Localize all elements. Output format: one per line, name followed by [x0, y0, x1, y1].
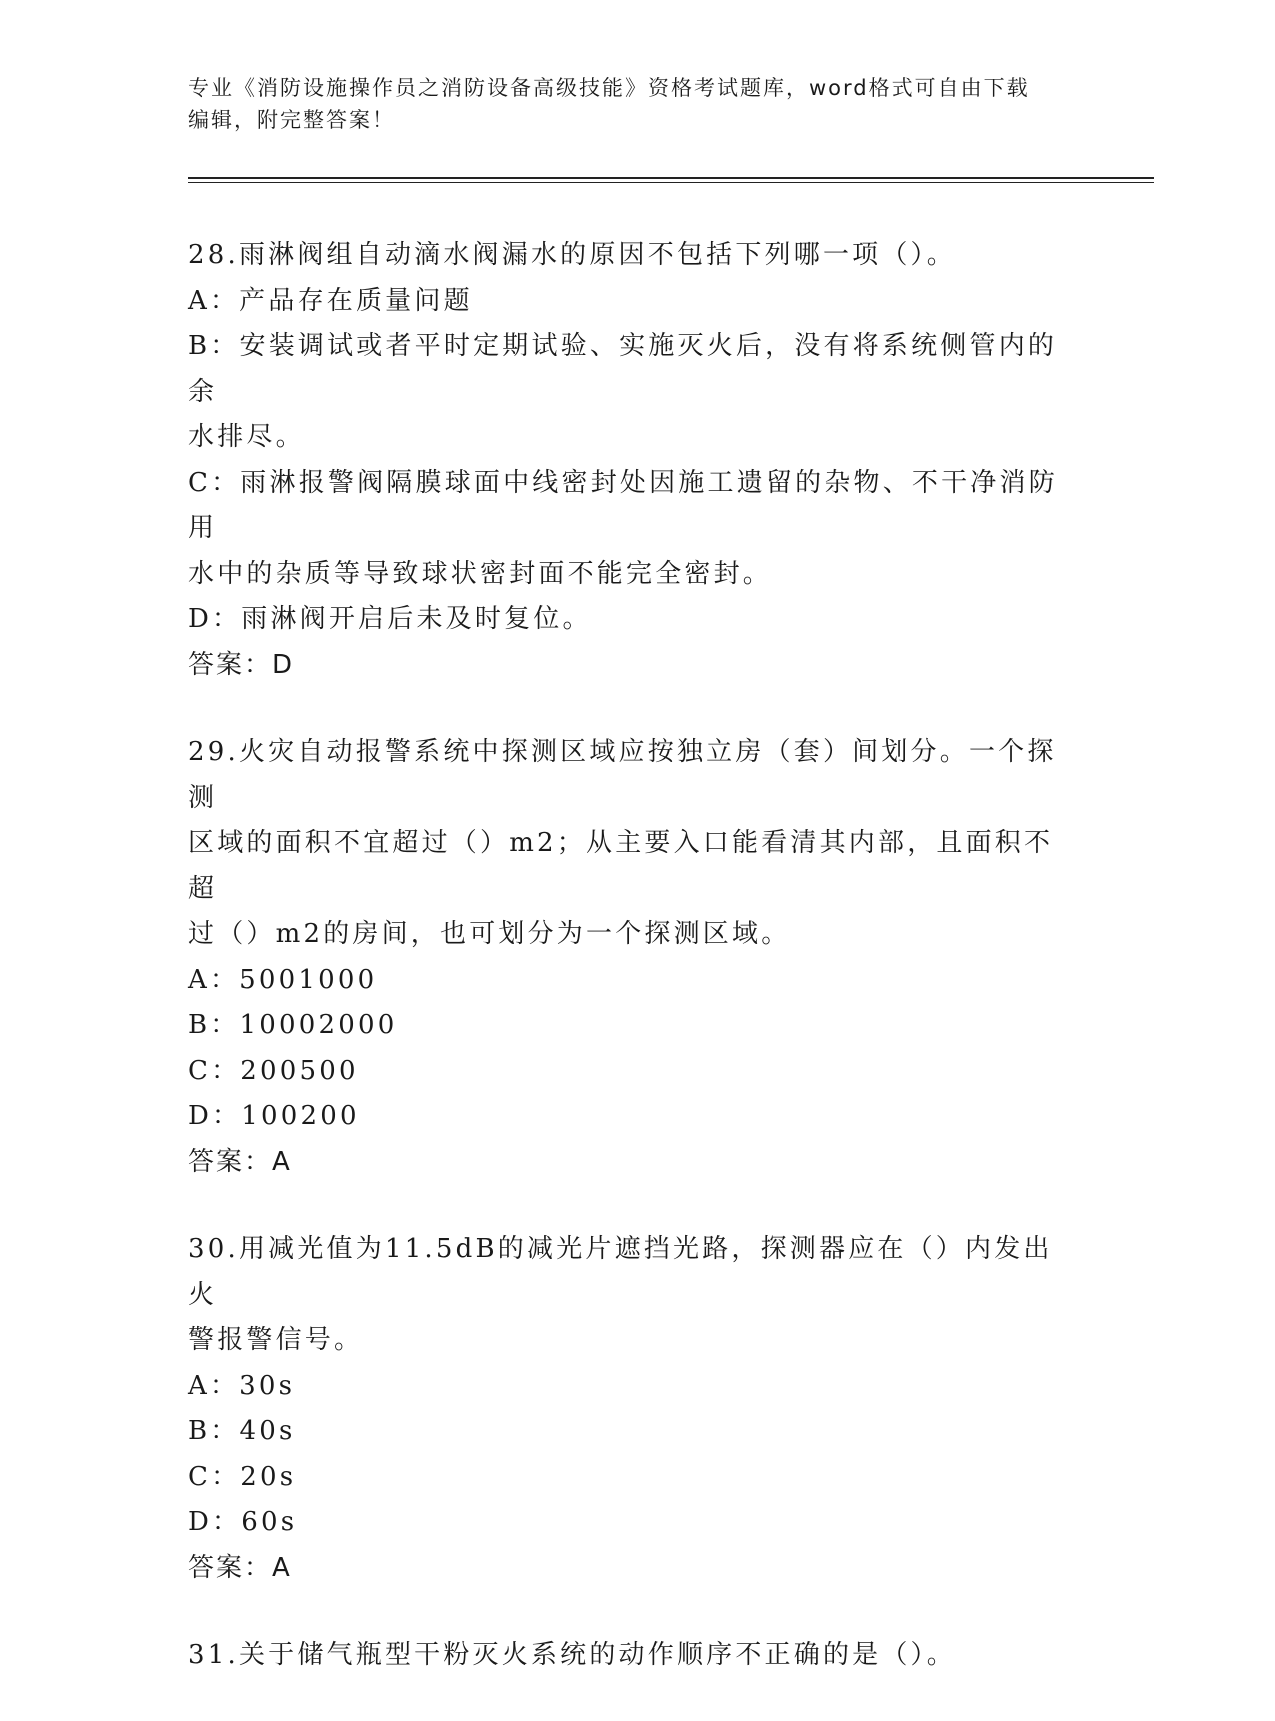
header-divider-thin [188, 182, 1154, 183]
option-d: D：100200 [188, 1101, 360, 1131]
option-a: A：5001000 [188, 964, 378, 995]
question-stem-line-2: 警报警信号。 [188, 1325, 364, 1355]
option-b-line-2: 水排尽。 [188, 422, 305, 452]
option-c: C：200500 [188, 1055, 359, 1086]
question-stem-line-3: 过（）m2的房间，也可划分为一个探测区域。 [188, 919, 791, 949]
header-divider-thick [188, 177, 1154, 179]
question-28 [188, 233, 1068, 688]
question-29 [188, 730, 1068, 1185]
option-d: D：雨淋阀开启后未及时复位。 [188, 604, 592, 634]
question-stem-line: 28.雨淋阀组自动滴水阀漏水的原因不包括下列哪一项（）。 [188, 240, 956, 270]
answer: 答案：D [188, 649, 295, 680]
option-a: A：产品存在质量问题 [188, 285, 473, 316]
option-d: D：60s [188, 1507, 298, 1537]
answer: 答案：A [188, 1146, 292, 1177]
question-list [188, 233, 1068, 1721]
document-header: 专业《消防设施操作员之消防设备高级技能》资格考试题库，word格式可自由下载编辑，附完整答案！ [188, 76, 1030, 132]
answer: 答案：A [188, 1552, 292, 1583]
question-stem-line-1: 30.用减光值为11.5dB的减光片遮挡光路，探测器应在（）内发出火 [188, 1234, 1053, 1310]
question-stem-line-1: 29.火灾自动报警系统中探测区域应按独立房（套）间划分。一个探测 [188, 737, 1057, 813]
question-stem-line: 31.关于储气瓶型干粉灭火系统的动作顺序不正确的是（）。 [188, 1640, 956, 1670]
document-page [188, 0, 1154, 1670]
option-b: B：40s [188, 1416, 296, 1446]
option-c-line-1: C：雨淋报警阀隔膜球面中线密封处因施工遗留的杂物、不干净消防用 [188, 467, 1058, 543]
option-b: B：10002000 [188, 1010, 398, 1040]
option-c-line-2: 水中的杂质等导致球状密封面不能完全密封。 [188, 558, 773, 589]
question-stem-line-2: 区域的面积不宜超过（）m2；从主要入口能看清其内部，且面积不超 [188, 828, 1054, 904]
option-a: A：30s [188, 1370, 296, 1401]
option-b-line-1: B：安装调试或者平时定期试验、实施灭火后，没有将系统侧管内的余 [188, 331, 1058, 407]
question-30 [188, 1227, 1068, 1591]
question-31 [188, 1633, 1068, 1679]
option-c: C：20s [188, 1461, 297, 1492]
